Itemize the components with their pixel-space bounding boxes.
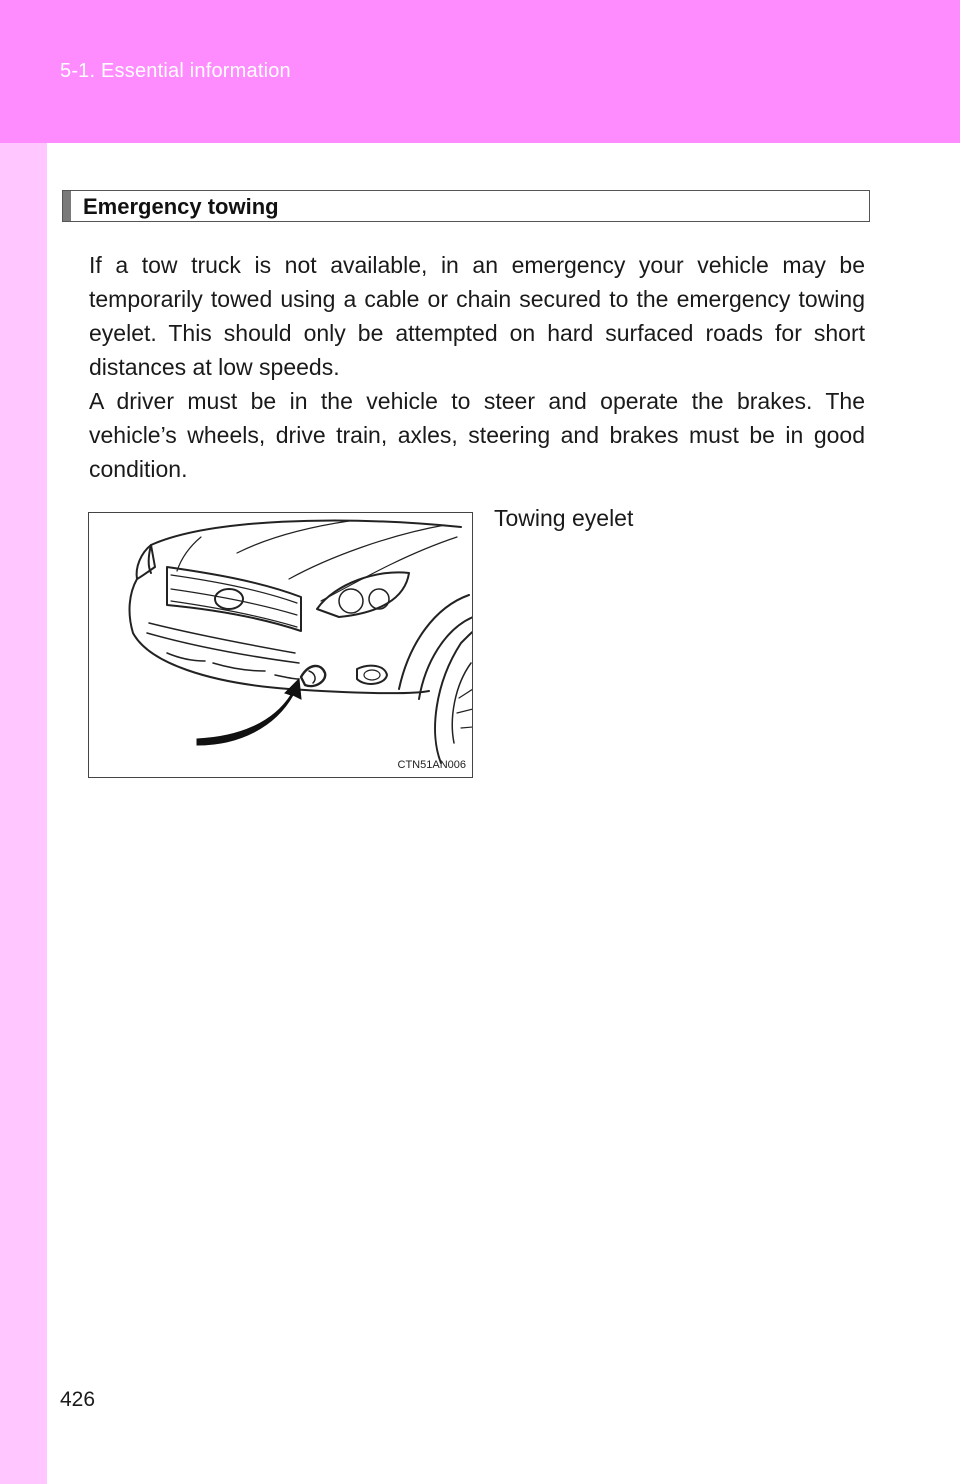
- paragraph-driver: A driver must be in the vehicle to steer and operate the brakes. The vehicle’s wheels, drive train, axles, steering and brakes must be in good condition.: [89, 388, 865, 482]
- vehicle-front-drawing: [89, 513, 473, 778]
- towing-eyelet-illustration: [88, 512, 473, 778]
- section-heading: Emergency towing: [83, 194, 279, 219]
- heading-accent-bar: [63, 191, 71, 221]
- page-number: 426: [60, 1388, 96, 1411]
- section-breadcrumb: 5-1. Essential information: [60, 60, 291, 82]
- section-heading-box: [62, 190, 870, 222]
- side-strip: [0, 143, 47, 1484]
- figure-code: CTN51AN006: [397, 759, 466, 771]
- towing-eyelet-label: Towing eyelet: [494, 505, 634, 531]
- body-text: [89, 248, 865, 486]
- paragraph-towing: If a tow truck is not available, in an emergency your vehicle may be temporarily towed using a cable or chain secured to the emergency towing eyelet. This should only be attempted on hard surfaced roads for short distances at low speeds.: [89, 252, 865, 380]
